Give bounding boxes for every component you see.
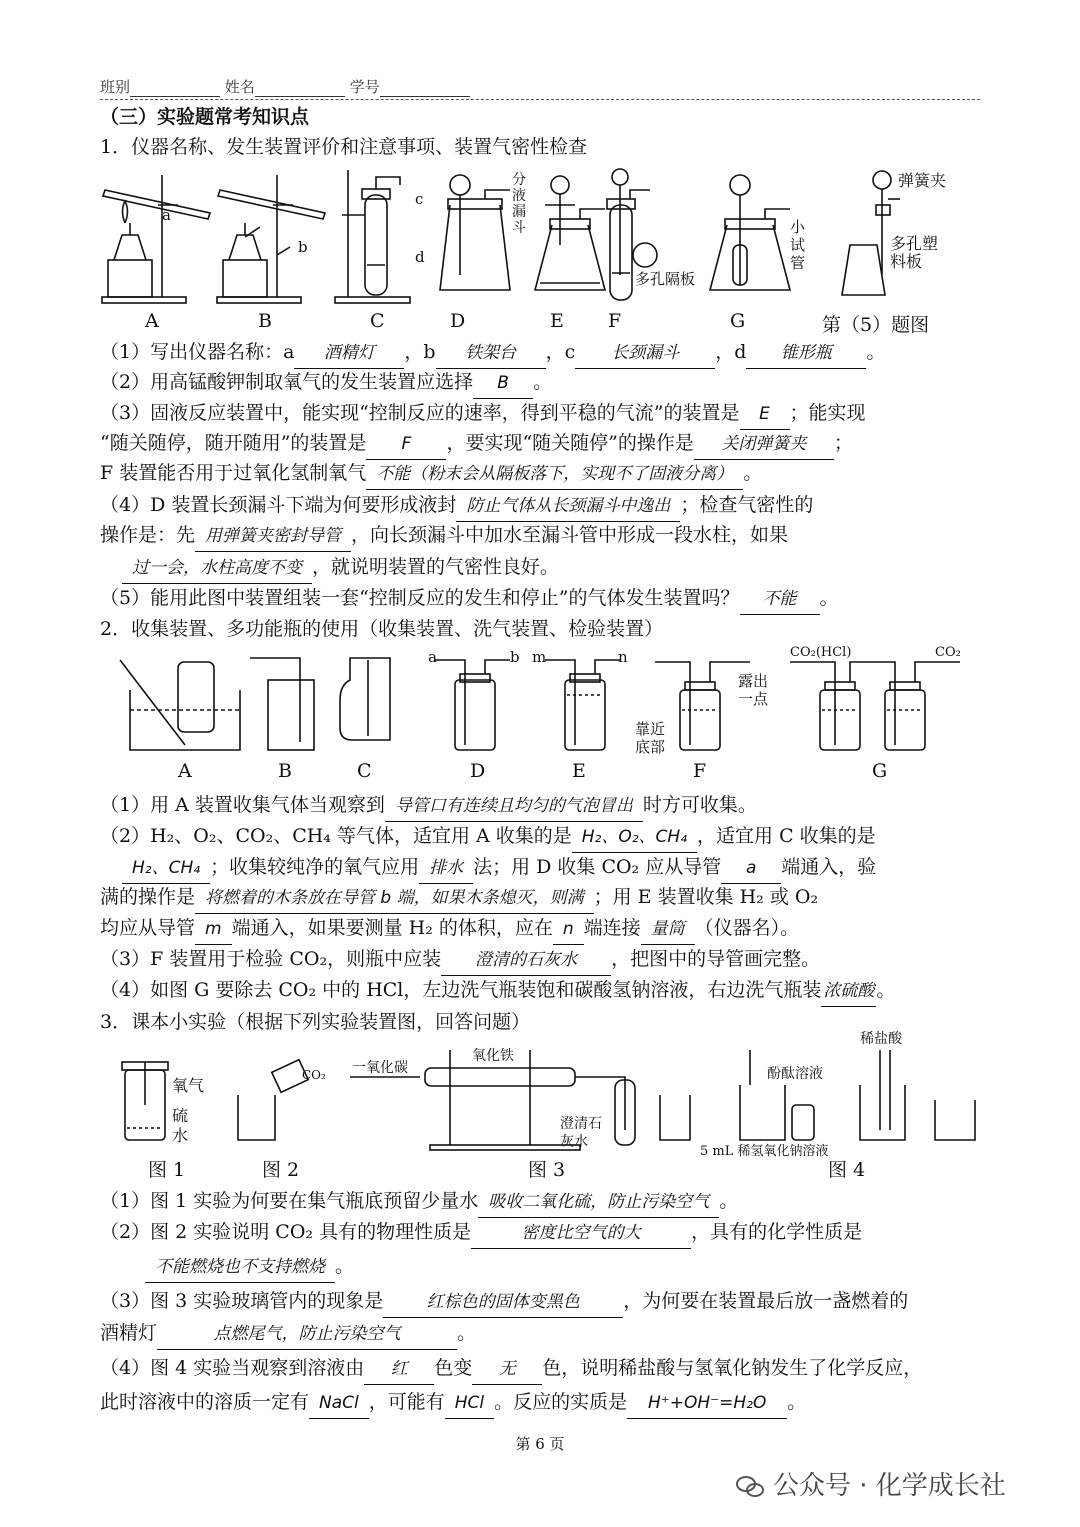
p3-q4-answer-5[interactable]: H⁺+OH⁻=H₂O — [627, 1388, 787, 1419]
page-number: 第 6 页 — [515, 1435, 565, 1453]
fig1-label-5: 第（5）题图 — [822, 314, 930, 336]
fig3-annot-fe2o3: 氧化铁 — [472, 1048, 514, 1064]
collector-D — [435, 660, 510, 750]
p2-q1: （1）用 A 装置收集气体当观察到 导管口有连续且均匀的气泡冒出 时方可收集。 — [100, 790, 980, 822]
fig1-annot-d: d — [415, 248, 425, 266]
fig3-annot-co2: CO₂ — [302, 1068, 326, 1082]
fig3-label-1: 图 1 — [148, 1159, 186, 1181]
collector-C — [340, 658, 390, 740]
fig2-annot-kaojin: 靠近底部 — [635, 720, 666, 756]
fig2-label-B: B — [278, 760, 292, 782]
fig2-label-G: G — [872, 760, 888, 782]
p1-q1: （1）写出仪器名称：a 酒精灯 ，b 铁架台 ，c 长颈漏斗 ，d 锥形瓶 。 — [100, 337, 980, 369]
p3-q2-answer-1[interactable]: 密度比空气的大 — [471, 1218, 691, 1249]
p2-q2a: （2）H₂、O₂、CO₂、CH₄ 等气体，适宜用 A 收集的是 H₂、O₂、CH₄ ，适宜用 C 收集的是 — [100, 821, 980, 853]
textbook-experiments-figure — [100, 1040, 980, 1155]
student-info-header — [100, 76, 980, 97]
p1-q4-answer-3[interactable]: 过一会，水柱高度不变 — [122, 553, 312, 584]
label-a: a — [162, 206, 171, 224]
name-label: 姓名 — [224, 78, 255, 96]
p1-q4a: （4）D 装置长颈漏斗下端为何要形成液封 防止气体从长颈漏斗中逸出 ；检查气密性的 — [100, 490, 980, 522]
fig1-label-F: F — [608, 310, 622, 332]
p3-q2a: （2）图 2 实验说明 CO₂ 具有的物理性质是 密度比空气的大 ，具有的化学性质是 — [100, 1217, 980, 1249]
fig3-label-2: 图 2 — [262, 1159, 300, 1181]
p3-q4a: （4）图 4 实验当观察到溶液由 红 色变 无 色，说明稀盐酸与氢氧化钠发生了化学反应， — [100, 1353, 980, 1385]
fig3-label-4: 图 4 — [828, 1159, 866, 1181]
p1-q4-answer-2[interactable]: 用弹簧夹密封导管 — [195, 521, 351, 552]
fig1-annot-plastic-plate: 多孔塑料板 — [890, 234, 939, 271]
fig3-annot-phen: 酚酞溶液 — [767, 1066, 823, 1082]
p1-q5-answer[interactable]: 不能 — [740, 584, 820, 615]
p3-q3b: 酒精灯 点燃尾气，防止污染空气 。 — [100, 1318, 980, 1350]
p1-q4-answer-1[interactable]: 防止气体从长颈漏斗中逸出 — [456, 491, 680, 522]
experiment-fig2 — [238, 1060, 308, 1140]
fig2-label-C: C — [357, 760, 372, 782]
fig3-annot-sulfur: 硫 — [172, 1106, 189, 1125]
fig2-annot-a: a — [428, 648, 437, 666]
experiment-fig1 — [122, 1062, 168, 1140]
p2-q1-answer[interactable]: 导管口有连续且均匀的气泡冒出 — [385, 791, 643, 822]
p3-q4-answer-2[interactable]: 无 — [472, 1354, 542, 1385]
p3-q4b: 此时溶液中的溶质一定有 NaCl ，可能有 HCl 。反应的实质是 H⁺+OH⁻=H₂O 。 — [100, 1387, 980, 1419]
fig3-annot-water: 水 — [172, 1126, 189, 1145]
fig1-annot-c: c — [415, 190, 424, 208]
p1-q1-answer-d[interactable]: 锥形瓶 — [746, 338, 866, 369]
fig1-label-B: B — [258, 310, 272, 332]
p1-q3c: F 装置能否用于过氧化氢制氧气 不能（粉末会从隔板落下，实现不了固液分离） 。 — [100, 458, 980, 490]
fig1-label-G: G — [730, 310, 746, 332]
p2-q2-answer-7[interactable]: n — [553, 914, 584, 945]
fig2-annot-luchu: 露出一点 — [738, 672, 769, 708]
p1-q4b: 操作是：先 用弹簧夹密封导管 ，向长颈漏斗中加水至漏斗管中形成一段水柱，如果 — [100, 520, 980, 552]
p3-q4-answer-1[interactable]: 红 — [364, 1354, 434, 1385]
p1-q4c: 过一会，水柱高度不变 ，就说明装置的气密性良好。 — [100, 552, 980, 584]
part2-title: 2．收集装置、多功能瓶的使用（收集装置、洗气装置、检验装置） — [100, 618, 664, 640]
fig1-annot-xiaoshiguan: 小试管 — [790, 218, 806, 272]
p2-q3: （3）F 装置用于检验 CO₂，则瓶中应装 澄清的石灰水 ，把图中的导管画完整。 — [100, 944, 980, 976]
watermark-text: 公众号 · 化学成长社 — [773, 1471, 1006, 1501]
fig1-annot-fenye: 分液漏斗 — [512, 172, 526, 236]
collector-E — [545, 660, 620, 750]
watermark — [735, 1465, 1006, 1502]
p3-q1: （1）图 1 实验为何要在集气瓶底预留少量水 吸收二氧化硫，防止污染空气 。 — [100, 1186, 980, 1218]
fig1-annot-duokong: 多孔隔板 — [635, 270, 696, 288]
fig1-label-A: A — [145, 310, 159, 332]
apparatus-A — [102, 175, 210, 303]
p1-q1-answer-b[interactable]: 铁架台 — [436, 338, 546, 369]
fig2-label-F: F — [693, 760, 707, 782]
fig1-label-C: C — [370, 310, 385, 332]
id-blank[interactable] — [380, 82, 470, 97]
fig3-annot-naoh: 5 mL 稀氢氧化钠溶液 — [700, 1144, 829, 1159]
p2-q3-answer[interactable]: 澄清的石灰水 — [441, 945, 611, 976]
p3-q4-answer-3[interactable]: NaCl — [309, 1388, 369, 1419]
fig3-annot-limewater: 澄清石灰水 — [560, 1116, 602, 1150]
p3-q3a: （3）图 3 实验玻璃管内的现象是 红棕色的固体变黑色 ，为何要在装置最后放一盏燃着的 — [100, 1286, 980, 1318]
p1-q2-answer[interactable]: B — [473, 368, 533, 399]
fig1-label-D: D — [450, 310, 466, 332]
p1-q3-answer-1[interactable]: E — [740, 399, 790, 430]
p1-q2: （2）用高锰酸钾制取氧气的发生装置应选择 B 。 — [100, 367, 980, 399]
wechat-icon — [735, 1474, 765, 1500]
collector-F — [655, 662, 750, 750]
fig3-label-3: 图 3 — [528, 1159, 566, 1181]
p2-q2-answer-4[interactable]: a — [721, 853, 781, 884]
p3-q3-answer-1[interactable]: 红棕色的固体变黑色 — [383, 1287, 623, 1318]
section-title: （三）实验题常考知识点 — [100, 106, 310, 128]
p2-q4-answer[interactable]: 浓硫酸 — [821, 976, 876, 1007]
fig2-label-D: D — [470, 760, 486, 782]
p3-q1-answer[interactable]: 吸收二氧化硫，防止污染空气 — [478, 1187, 719, 1218]
p1-q3-answer-3[interactable]: 关闭弹簧夹 — [694, 429, 834, 460]
p2-q2b: H₂、CH₄ ；收集较纯净的氧气应用 排水 法；用 D 收集 CO₂ 应从导管 a 端通入，验 — [100, 852, 980, 884]
fig2-label-E: E — [572, 760, 586, 782]
name-blank[interactable] — [255, 82, 345, 97]
apparatus-C — [335, 170, 410, 303]
part1-title: 1．仪器名称、发生装置评价和注意事项、装置气密性检查 — [100, 136, 588, 158]
apparatus-5 — [842, 171, 900, 295]
p3-q3-answer-2[interactable]: 点燃尾气，防止污染空气 — [157, 1319, 457, 1350]
fig1-annot-b: b — [298, 238, 308, 256]
class-blank[interactable] — [130, 82, 220, 97]
fig3-annot-oxygen: 氧气 — [172, 1076, 205, 1095]
header-divider — [100, 99, 980, 100]
p2-q2-answer-6[interactable]: m — [195, 914, 232, 945]
fig1-annot-spring-clip: 弹簧夹 — [898, 171, 947, 190]
fig2-annot-b: b — [510, 648, 520, 666]
fig1-label-E: E — [550, 310, 564, 332]
apparatus-D — [440, 175, 510, 290]
p1-q3a: （3）固液反应装置中，能实现“控制反应的速率，得到平稳的气流”的装置是 E ；能实现 — [100, 398, 980, 430]
collector-B — [250, 658, 314, 750]
p3-q2b: 不能燃烧也不支持燃烧 。 — [100, 1251, 980, 1283]
class-label: 班别 — [100, 78, 131, 96]
p1-q5: （5）能用此图中装置组装一套“控制反应的发生和停止”的气体发生装置吗？ 不能 。 — [100, 583, 980, 615]
fig3-annot-co: 一氧化碳 — [352, 1060, 408, 1076]
fig2-annot-co2: CO₂ — [935, 645, 961, 660]
id-label: 学号 — [349, 78, 380, 96]
p2-q2-answer-5[interactable]: 将燃着的木条放在导管 b 端，如果木条熄灭，则满 — [195, 883, 594, 914]
p2-q2c: 满的操作是 将燃着的木条放在导管 b 端，如果木条熄灭，则满 ；用 E 装置收集 H₂ 或 O₂ — [100, 882, 980, 914]
p2-q4: （4）如图 G 要除去 CO₂ 中的 HCl，左边洗气瓶装饱和碳酸氢钠溶液，右边洗气瓶装 浓硫酸 。 — [100, 975, 980, 1007]
fig2-annot-co2hcl: CO₂(HCl) — [790, 645, 852, 660]
collector-A — [120, 660, 240, 750]
collection-figure — [100, 650, 980, 760]
p2-q2-answer-8[interactable]: 量筒 — [641, 914, 695, 945]
p2-q2-answer-3[interactable]: 排水 — [419, 853, 473, 884]
p1-q3-answer-4[interactable]: 不能（粉末会从隔板落下，实现不了固液分离） — [366, 459, 743, 490]
part3-title: 3．课本小实验（根据下列实验装置图，回答问题） — [100, 1011, 531, 1033]
p1-q1-answer-a[interactable]: 酒精灯 — [294, 338, 404, 369]
p2-q2-answer-2[interactable]: H₂、CH₄ — [122, 853, 210, 884]
p2-q2-answer-1[interactable]: H₂、O₂、CH₄ — [572, 822, 697, 853]
fig2-annot-m: m — [532, 648, 547, 666]
p2-q2d: 均应从导管 m 端通入，如果要测量 H₂ 的体积，应在 n 端连接 量筒 （仪器名）。 — [100, 913, 980, 945]
apparatus-G — [710, 175, 790, 290]
collector-G — [790, 662, 960, 750]
apparatus-E — [535, 176, 605, 290]
p1-q3b: “随关随停，随开随用”的装置是 F ，要实现“随关随停”的操作是 关闭弹簧夹 ； — [100, 428, 980, 460]
apparatus-B — [217, 175, 325, 303]
fig3-annot-hcl: 稀盐酸 — [860, 1031, 902, 1047]
p3-q2-answer-2[interactable]: 不能燃烧也不支持燃烧 — [145, 1252, 335, 1283]
p1-q1-answer-c[interactable]: 长颈漏斗 — [575, 338, 715, 369]
p3-q4-answer-4[interactable]: HCl — [445, 1388, 494, 1419]
p1-q3-answer-2[interactable]: F — [366, 429, 446, 460]
fig2-label-A: A — [178, 760, 192, 782]
fig2-annot-n: n — [618, 648, 628, 666]
